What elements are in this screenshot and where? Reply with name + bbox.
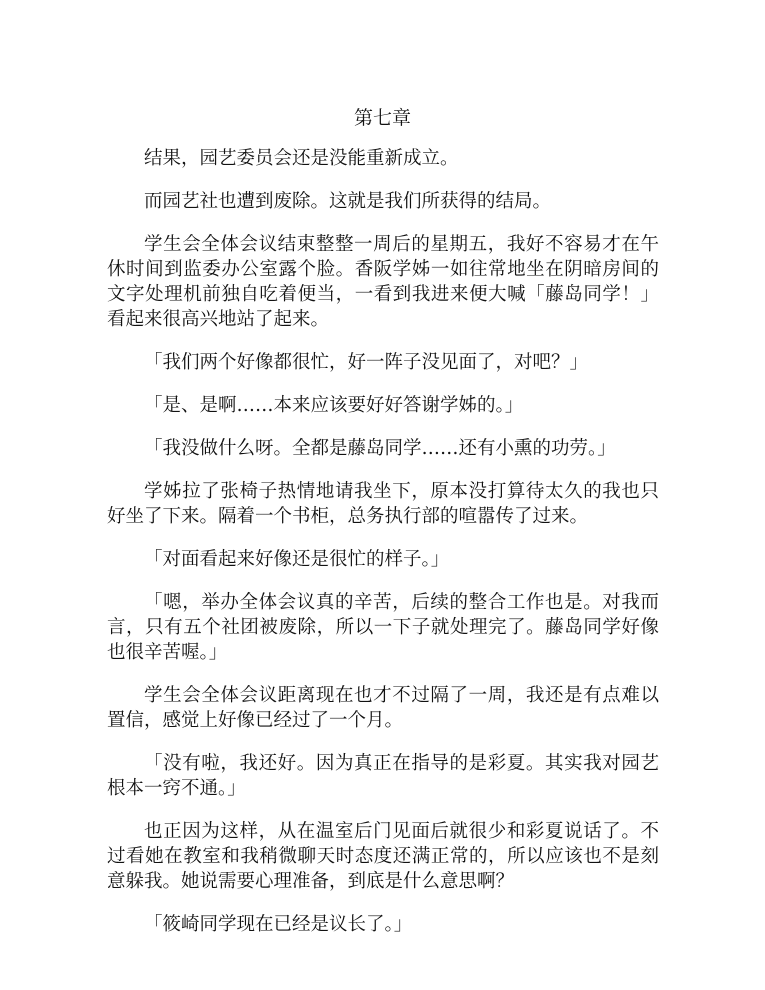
paragraph: 也正因为这样，从在温室后门见面后就很少和彩夏说话了。不过看她在教室和我稍微聊天时态度还满正常的，所以应该也不是刻意躲我。她说需要心理准备，到底是什么意思啊？ [107,821,659,892]
paragraph: 而园艺社也遭到废除。这就是我们所获得的结局。 [144,191,552,212]
paragraph: 「是、是啊……本来应该要好好答谢学姊的。」 [144,395,524,416]
paragraph: 学生会全体会议结束整整一周后的星期五，我好不容易才在午休时间到监委办公室露个脸。香阪学姊一如往常地坐在阴暗房间的文字处理机前独自吃着便当，一看到我进来便大喊「藤岛同学！」看起来很高兴地站了起来。 [107,234,659,330]
paragraph: 「嗯，举办全体会议真的辛苦，后续的整合工作也是。对我而言，只有五个社团被废除，所以一下子就处理完了。藤岛同学好像也很辛苦喔。」 [107,592,659,663]
paragraph: 学姊拉了张椅子热情地请我坐下，原本没打算待太久的我也只好坐了下来。隔着一个书柜，总务执行部的喧嚣传了过来。 [107,481,659,527]
paragraph: 「我们两个好像都很忙，好一阵子没见面了，对吧？」 [144,352,589,373]
paragraph: 「我没做什么呀。全都是藤岛同学……还有小熏的功劳。」 [144,438,616,459]
chapter-title: 第七章 [353,107,411,129]
paragraph: 「没有啦，我还好。因为真正在指导的是彩夏。其实我对园艺根本一窍不通。」 [107,753,659,799]
chapter-body [107,146,659,955]
paragraph: 「筱崎同学现在已经是议长了。」 [144,914,413,935]
paragraph: 「对面看起来好像还是很忙的样子。」 [144,549,450,570]
paragraph: 结果，园艺委员会还是没能重新成立。 [144,148,459,169]
paragraph: 学生会全体会议距离现在也才不过隔了一周，我还是有点难以置信，感觉上好像已经过了一个月。 [107,685,659,731]
